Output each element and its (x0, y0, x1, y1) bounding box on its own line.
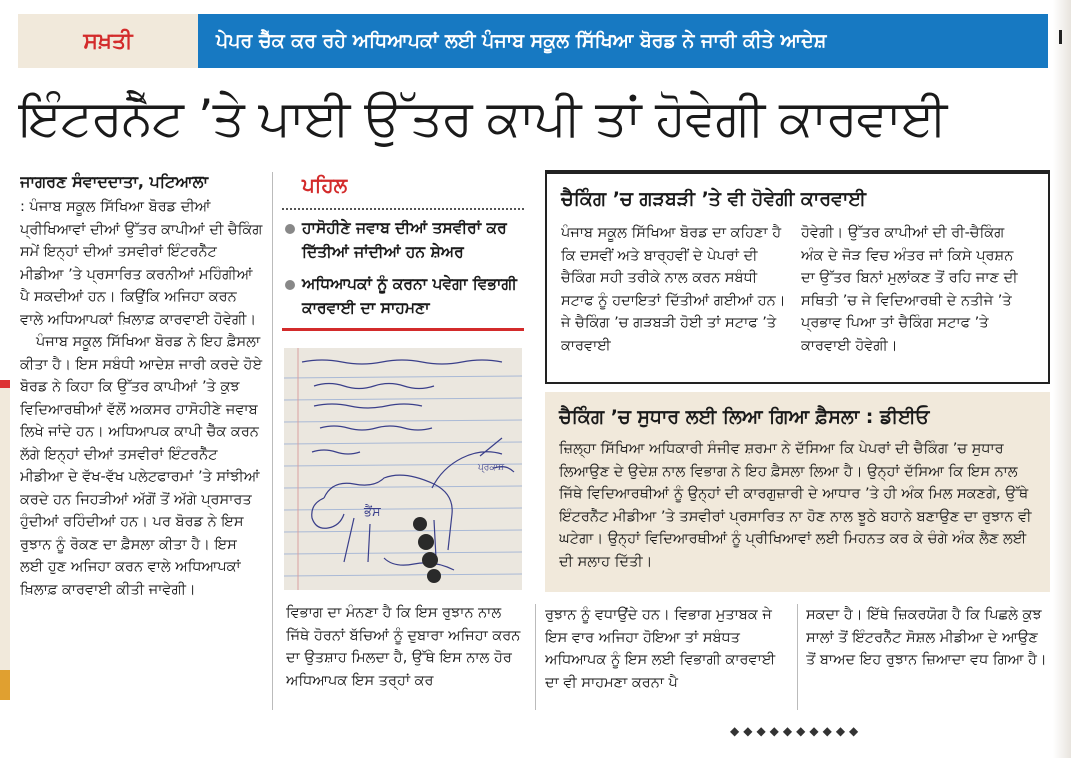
adjacent-page-edge-right (1053, 0, 1071, 758)
continuation-column: ਵਿਭਾਗ ਦਾ ਮੰਨਣਾ ਹੈ ਕਿ ਇਸ ਰੁਝਾਨ ਨਾਲ ਜਿੱਥੇ ਹੋਰਨਾਂ ਬੱਚਿਆਂ ਨੂੰ ਦੁਬਾਰਾ ਅਜਿਹਾ ਕਰਨ ਦਾ ਉਤਸ਼ਾਹ ਮਿਲਦਾ ਹੈ, ਉੱਥੇ ਇਸ ਨਾਲ ਹੋਰ ਅਧਿਆਪਕ ਇਸ ਤਰ੍ਹਾਂ ਕਰ (286, 605, 521, 689)
drawing-label: ਪ੍ਰਕਾਸ਼ (478, 463, 505, 473)
answer-sheet-photo (284, 348, 522, 590)
box-title: ਚੈਕਿੰਗ ’ਚ ਗੜਬੜੀ ’ਤੇ ਵੀ ਹੋਵੇਗੀ ਕਾਰਵਾਈ (561, 188, 867, 210)
main-headline: ਇੰਟਰਨੈੱਟ ’ਤੇ ਪਾਈ ਉੱਤਰ ਕਾਪੀ ਤਾਂ ਹੋਵੇਗੀ ਕਾਰਵਾਈ (18, 89, 947, 147)
sidebar-bullet: ਹਾਸੋਹੀਣੇ ਜਵਾਬ ਦੀਆਂ ਤਸਵੀਰਾਂ ਕਰ ਦਿੱਤੀਆਂ ਜਾਂਦੀਆਂ ਹਨ ਸ਼ੇਅਰ (282, 216, 524, 264)
sidebar-title: ਪਹਿਲ (302, 173, 348, 197)
column-divider (535, 604, 536, 710)
lead-paragraph: ਪੰਜਾਬ ਸਕੂਲ ਸਿੱਖਿਆ ਬੋਰਡ ਨੇ ਇਹ ਫ਼ੈਸਲਾ ਕੀਤਾ ਹੈ। ਇਸ ਸਬੰਧੀ ਆਦੇਸ਼ ਜਾਰੀ ਕਰਦੇ ਹੋਏ ਬੋਰਡ ਨੇ ਕਿਹਾ ਕਿ ਉੱਤਰ ਕਾਪੀਆਂ ’ਤੇ ਕੁਝ ਵਿਦਿਆਰਥੀਆਂ ਵੱਲੋਂ ਅਕਸਰ ਹਾਸੋਹੀਣੇ ਜਵਾਬ ਲਿਖੇ ਜਾਂਦੇ ਹਨ। ਅਧਿਆਪਕ ਕਾਪੀ ਚੈੱਕ ਕਰਨ ਲੱਗੇ ਇਨ੍ਹਾਂ ਦੀਆਂ ਤਸਵੀਰਾਂ ਇੰਟਰਨੈੱਟ ਮੀਡੀਆ ਦੇ ਵੱਖ-ਵੱਖ ਪਲੇਟਫਾਰਮਾਂ ’ਤੇ ਸਾਂਝੀਆਂ ਕਰਦੇ ਹਨ ਜਿਹੜੀਆਂ ਅੱਗੋਂ ਤੋਂ ਅੱਗੇ ਪ੍ਰਸਾਰਤ ਹੁੰਦੀਆਂ ਰਹਿੰਦੀਆਂ ਹਨ। ਪਰ ਬੋਰਡ ਨੇ ਇਸ ਰੁਝਾਨ ਨੂੰ ਰੋਕਣ ਦਾ ਫ਼ੈਸਲਾ ਕੀਤਾ ਹੈ। ਇਸ ਲਈ ਹੁਣ ਅਜਿਹਾ ਕਰਨ ਵਾਲੇ ਅਧਿਆਪਕਾਂ ਖ਼ਿਲਾਫ਼ ਕਾਰਵਾਈ ਕੀਤੀ ਜਾਵੇਗੀ। (20, 334, 263, 598)
edge-strip (0, 380, 10, 388)
box-text: ਹੋਵੇਗੀ। ਉੱਤਰ ਕਾਪੀਆਂ ਦੀ ਰੀ-ਚੈਕਿੰਗ ਅੰਕ ਦੇ ਜੋੜ ਵਿਚ ਅੰਤਰ ਜਾਂ ਕਿਸੇ ਪ੍ਰਸ਼ਨ ਦਾ ਉੱਤਰ ਬਿਨਾਂ ਮੁਲਾਂਕਣ ਤੋਂ ਰਹਿ ਜਾਣ ਦੀ ਸਥਿਤੀ ’ਚ ਜੇ ਵਿਦਿਆਰਥੀ ਦੇ ਨਤੀਜੇ ’ਤੇ ਪ੍ਰਭਾਵ ਪਿਆ ਤਾਂ ਚੈਕਿੰਗ ਸਟਾਫ ’ਤੇ ਕਾਰਵਾਈ ਹੋਵੇਗੀ। (801, 225, 1018, 354)
sidebar-bullet: ਅਧਿਆਪਕਾਂ ਨੂੰ ਕਰਨਾ ਪਵੇਗਾ ਵਿਭਾਗੀ ਕਾਰਵਾਈ ਦਾ ਸਾਹਮਣਾ (282, 272, 524, 320)
top-banner (18, 14, 1048, 68)
subheadline-band: ਪੇਪਰ ਚੈੱਕ ਕਰ ਰਹੇ ਅਧਿਆਪਕਾਂ ਲਈ ਪੰਜਾਬ ਸਕੂਲ ਸਿੱਖਿਆ ਬੋਰਡ ਨੇ ਜਾਰੀ ਕੀਤੇ ਆਦੇਸ਼ (198, 14, 1048, 68)
continuation-column: ਸਕਦਾ ਹੈ। ਇੱਥੇ ਜ਼ਿਕਰਯੋਗ ਹੈ ਕਿ ਪਿਛਲੇ ਕੁਝ ਸਾਲਾਂ ਤੋਂ ਇੰਟਰਨੈੱਟ ਸੋਸ਼ਲ ਮੀਡੀਆ ਦੇ ਆਉਣ ਤੋਂ ਬਾਅਦ ਇਹ ਰੁਝਾਨ ਜ਼ਿਆਦਾ ਵਧ ਗਿਆ ਹੈ। (806, 607, 1047, 668)
lead-paragraph: : ਪੰਜਾਬ ਸਕੂਲ ਸਿੱਖਿਆ ਬੋਰਡ ਦੀਆਂ ਪ੍ਰੀਖਿਆਵਾਂ ਦੀਆਂ ਉੱਤਰ ਕਾਪੀਆਂ ਦੀ ਚੈਕਿੰਗ ਸਮੇਂ ਇਨ੍ਹਾਂ ਦੀਆਂ ਤਸਵੀਰਾਂ ਇੰਟਰਨੈੱਟ ਮੀਡੀਆ ’ਤੇ ਪ੍ਰਸਾਰਿਤ ਕਰਨੀਆਂ ਮਹਿੰਗੀਆਂ ਪੈ ਸਕਦੀਆਂ ਹਨ। ਕਿਉਂਕਿ ਅਜਿਹਾ ਕਰਨ ਵਾਲੇ ਅਧਿਆਪਕਾਂ ਖ਼ਿਲਾਫ਼ ਕਾਰਵਾਈ ਹੋਵੇਗੀ। (20, 199, 263, 328)
edge-strip (0, 670, 10, 700)
byline: ਜਾਗਰਣ ਸੰਵਾਦਦਾਤਾ, ਪਟਿਆਲਾ (20, 172, 209, 191)
dotted-rule (282, 208, 524, 210)
box-text: ਪੰਜਾਬ ਸਕੂਲ ਸਿੱਖਿਆ ਬੋਰਡ ਦਾ ਕਹਿਣਾ ਹੈ ਕਿ ਦਸਵੀਂ ਅਤੇ ਬਾਰ੍ਹਵੀਂ ਦੇ ਪੇਪਰਾਂ ਦੀ ਚੈਕਿੰਗ ਸਹੀ ਤਰੀਕੇ ਨਾਲ ਕਰਨ ਸਬੰਧੀ ਸਟਾਫ ਨੂੰ ਹਦਾਇਤਾਂ ਦਿੱਤੀਆਂ ਗਈਆਂ ਹਨ। ਜੇ ਚੈਕਿੰਗ ’ਚ ਗੜਬੜੀ ਹੋਈ ਤਾਂ ਸਟਾਫ ’ਤੇ ਕਾਰਵਾਈ (561, 225, 786, 354)
checking-action-box (545, 170, 1050, 384)
edge-mark (1059, 30, 1067, 44)
answer-sheet-drawing (284, 348, 522, 590)
box-title: ਚੈਕਿੰਗ ’ਚ ਸੁਧਾਰ ਲਈ ਲਿਆ ਗਿਆ ਫ਼ੈਸਲਾ : ਡੀਈਓ (559, 406, 930, 428)
box-text: ਜ਼ਿਲ੍ਹਾ ਸਿੱਖਿਆ ਅਧਿਕਾਰੀ ਸੰਜੀਵ ਸ਼ਰਮਾ ਨੇ ਦੱਸਿਆ ਕਿ ਪੇਪਰਾਂ ਦੀ ਚੈਕਿੰਗ ’ਚ ਸੁਧਾਰ ਲਿਆਉਣ ਦੇ ਉਦੇਸ਼ ਨਾਲ ਵਿਭਾਗ ਨੇ ਇਹ ਫ਼ੈਸਲਾ ਲਿਆ ਹੈ। ਉਨ੍ਹਾਂ ਦੱਸਿਆ ਕਿ ਇਸ ਨਾਲ ਜਿੱਥੇ ਵਿਦਿਆਰਥੀਆਂ ਨੂੰ ਉਨ੍ਹਾਂ ਦੀ ਕਾਰਗੁਜ਼ਾਰੀ ਦੇ ਆਧਾਰ ’ਤੇ ਹੀ ਅੰਕ ਮਿਲ ਸਕਣਗੇ, ਉੱਥੇ ਇੰਟਰਨੈੱਟ ਮੀਡੀਆ ’ਤੇ ਤਸਵੀਰਾਂ ਪ੍ਰਸਾਰਿਤ ਨਾ ਹੋਣ ਨਾਲ ਝੂਠੇ ਬਹਾਨੇ ਬਣਾਉਣ ਦਾ ਰੁਝਾਨ ਵੀ ਘਟੇਗਾ। ਉਨ੍ਹਾਂ ਵਿਦਿਆਰਥੀਆਂ ਨੂੰ ਪ੍ਰੀਖਿਆਵਾਂ ਲਈ ਮਿਹਨਤ ਕਰ ਕੇ ਚੰਗੇ ਅੰਕ ਲੈਣ ਲਈ ਦੀ ਸਲਾਹ ਦਿੱਤੀ। (559, 441, 1032, 570)
adjacent-page-edge-left (0, 380, 10, 700)
column-divider (797, 604, 798, 710)
lead-column (20, 170, 264, 710)
continuation-column: ਰੁਝਾਨ ਨੂੰ ਵਧਾਉਂਦੇ ਹਨ। ਵਿਭਾਗ ਮੁਤਾਬਕ ਜੇ ਇਸ ਵਾਰ ਅਜਿਹਾ ਹੋਇਆ ਤਾਂ ਸਬੰਧਤ ਅਧਿਆਪਕ ਨੂੰ ਇਸ ਲਈ ਵਿਭਾਗੀ ਕਾਰਵਾਈ ਦਾ ਵੀ ਸਾਹਮਣਾ ਕਰਨਾ ਪੈ (545, 607, 776, 691)
end-mark: ◆◆◆◆◆◆◆◆◆◆ (730, 724, 863, 738)
box-columns (561, 222, 1041, 382)
kicker-tag: ਸਖ਼ਤੀ (18, 14, 198, 68)
column-divider (272, 172, 273, 710)
deo-statement-box (545, 392, 1050, 592)
drawing-label: ਭੈਂਸ (364, 505, 381, 520)
red-rule (282, 328, 524, 331)
